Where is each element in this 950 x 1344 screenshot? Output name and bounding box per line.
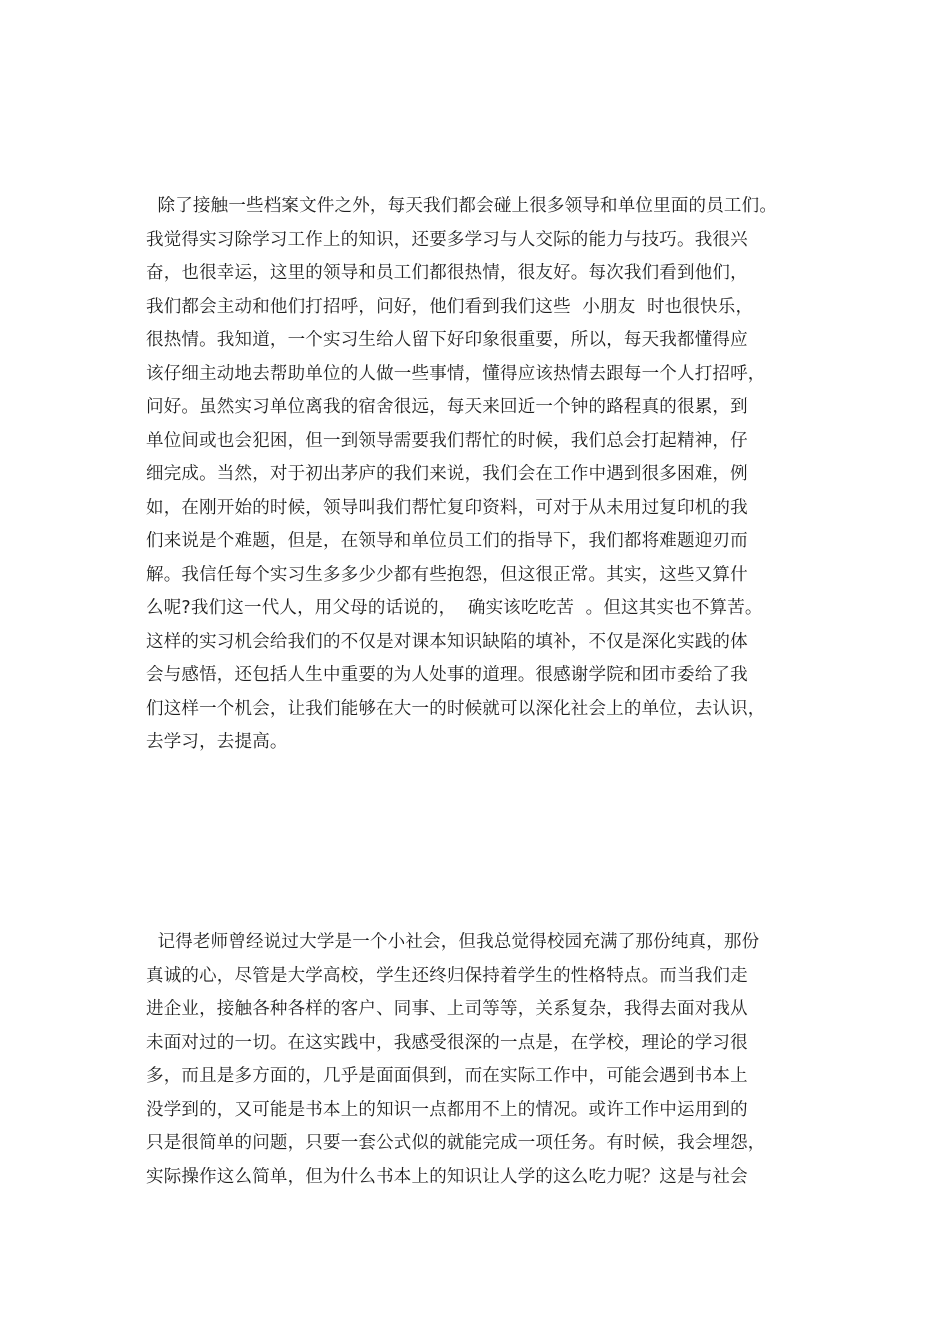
text-line: 只是很简单的问题，只要一套公式似的就能完成一项任务。有时候，我会埋怨， <box>146 1133 766 1153</box>
text-line: 问好。虽然实习单位离我的宿舍很远，每天来回近一个钟的路程真的很累，到 <box>146 397 748 417</box>
text-line: 会与感悟，还包括人生中重要的为人处事的道理。很感谢学院和团市委给了我 <box>146 665 748 685</box>
text-line: 单位间或也会犯困，但一到领导需要我们帮忙的时候，我们总会打起精神，仔 <box>146 430 748 451</box>
text-line: 我觉得实习除学习工作上的知识，还要多学习与人交际的能力与技巧。我很兴 <box>146 229 748 250</box>
text-line: 很热情。我知道，一个实习生给人留下好印象很重要，所以，每天我都懂得应 <box>146 330 748 350</box>
text-line: 奋，也很幸运，这里的领导和员工们都很热情，很友好。每次我们看到他们， <box>146 263 748 283</box>
text-line: 多，而且是多方面的，几乎是面面俱到，而在实际工作中，可能会遇到书本上 <box>146 1066 748 1086</box>
text-line: 没学到的，又可能是书本上的知识一点都用不上的情况。或许工作中运用到的 <box>146 1099 748 1120</box>
paragraph <box>146 926 826 1194</box>
text-line: 记得老师曾经说过大学是一个小社会，但我总觉得校园充满了那份纯真，那份 <box>146 932 760 952</box>
text-line: 我们都会主动和他们打招呼，问好，他们看到我们这些 小朋友 时也很快乐， <box>146 296 754 317</box>
text-line: 真诚的心，尽管是大学高校，学生还终归保持着学生的性格特点。而当我们走 <box>146 965 748 986</box>
text-line: 们这样一个机会，让我们能够在大一的时候就可以深化社会上的单位，去认识， <box>146 698 766 719</box>
paragraph <box>146 190 826 760</box>
text-line: 该仔细主动地去帮助单位的人做一些事情，懂得应该热情去跟每一个人打招呼， <box>146 363 766 384</box>
text-line: 这样的实习机会给我们的不仅是对课本知识缺陷的填补，不仅是深化实践的体 <box>146 631 748 652</box>
text-line: 未面对过的一切。在这实践中，我感受很深的一点是，在学校，理论的学习很 <box>146 1032 748 1053</box>
text-line: 除了接触一些档案文件之外，每天我们都会碰上很多领导和单位里面的员工们。 <box>146 196 778 216</box>
text-line: 去学习，去提高。 <box>146 732 288 752</box>
text-line: 解。我信任每个实习生多多少少都有些抱怨，但这很正常。其实，这些又算什 <box>146 564 748 585</box>
text-line: 细完成。当然，对于初出茅庐的我们来说，我们会在工作中遇到很多困难，例 <box>146 464 748 484</box>
text-line: 们来说是个难题，但是，在领导和单位员工们的指导下，我们都将难题迎刃而 <box>146 531 748 551</box>
text-line: 实际操作这么简单，但为什么书本上的知识让人学的这么吃力呢？这是与社会 <box>146 1166 748 1187</box>
text-line: 么呢?我们这一代人，用父母的话说的， 确实该吃吃苦 。但这其实也不算苦。 <box>146 598 763 618</box>
text-line: 进企业，接触各种各样的客户、同事、上司等等，关系复杂，我得去面对我从 <box>146 999 748 1019</box>
text-line: 如，在刚开始的时候，领导叫我们帮忙复印资料，可对于从未用过复印机的我 <box>146 497 748 518</box>
